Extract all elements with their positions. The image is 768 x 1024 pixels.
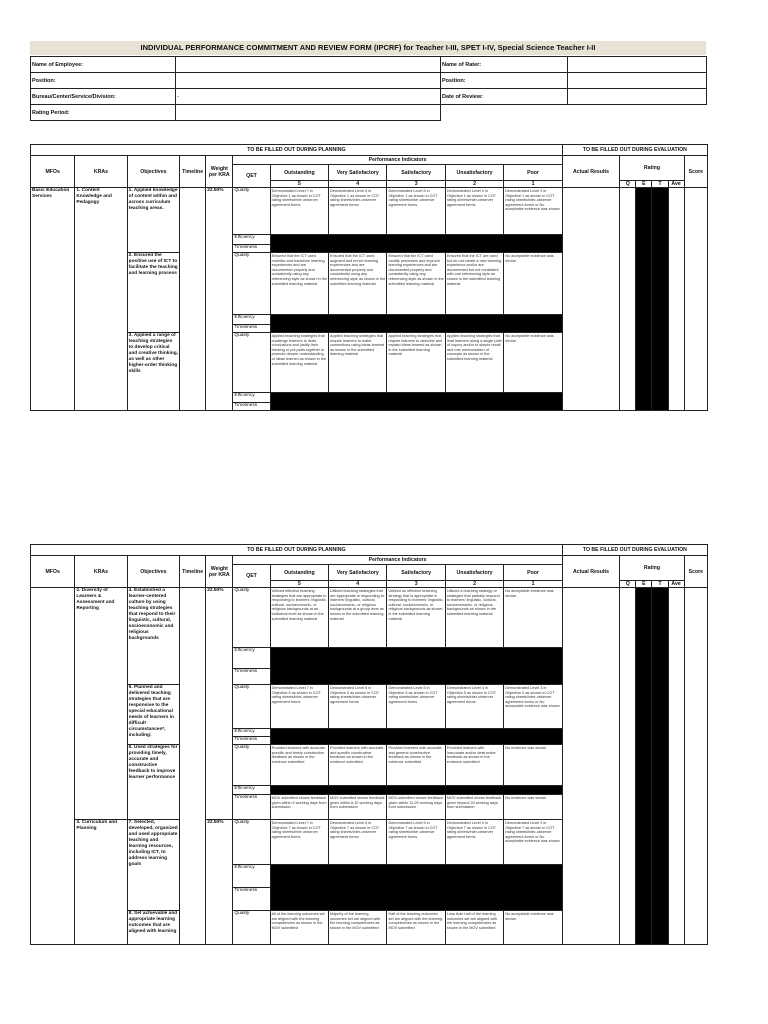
scale-3: 3 — [387, 581, 445, 588]
na-fill — [270, 729, 562, 745]
mfo-cell — [31, 588, 75, 945]
qet-efficiency: Efficiency — [233, 235, 270, 245]
scale-4: 4 — [329, 181, 387, 188]
timeliness-satisfactory: MOV submitted shows feedback given within 11-20 working days from submission — [387, 795, 445, 820]
na-fill — [270, 648, 562, 685]
qet-efficiency: Efficiency — [233, 786, 270, 795]
qet-quality: Quality — [233, 911, 270, 945]
objective-cell: 5. Planned and delivered teaching strategies that are responsive to the special educational needs of learners in difficult circumstances*, including: — [127, 685, 179, 745]
poor-header: Poor — [504, 165, 563, 181]
indicator-satisfactory: Applied teaching strategies that require learners to describe and explain ideas learned as shown in the submitted learning material — [387, 333, 445, 393]
scale-4: 4 — [329, 581, 387, 588]
qet-quality: Quality — [233, 685, 270, 729]
indicator-unsatisfactory: Demonstrated Level 4 in Objective 5 as shown in COT rating sheets/inter-observer agreement forms — [445, 685, 503, 729]
position-field[interactable] — [176, 73, 441, 89]
indicator-poor: Demonstrated Level 3 in Objective 7 as shown in COT rating sheets/inter-observer agreement forms or No acceptable evidence was shown — [504, 820, 563, 865]
outstanding-header: Outstanding — [270, 565, 328, 581]
kra-cell: 1. Content Knowledge and Pedagogy — [75, 188, 127, 411]
timeline-cell[interactable] — [180, 188, 206, 411]
indicator-satisfactory: Half of the learning outcomes set are aligned with the learning competencies as shown in the MOV submitted — [387, 911, 445, 945]
indicator-very-satisfactory: Ensured that the ICT used augment and enrich learning experiences and are documented properly and consistently using any referencing style as shown in the submitted learning material — [329, 253, 387, 315]
planning-header: TO BE FILLED OUT DURING PLANNING — [31, 145, 563, 156]
indicator-unsatisfactory: Less than half of the learning outcomes set are aligned with the learning competencies as shown in the MOV submitted — [445, 911, 503, 945]
indicator-outstanding: Utilized effective teaching strategies that are appropriate in responding to learners' linguistic, cultural, socioeconomic, or religious backgrounds at an individual level as shown in the submitted learning material — [270, 588, 328, 648]
unsatisfactory-header: Unsatisfactory — [445, 165, 503, 181]
indicator-poor: No acceptable evidence was shown — [504, 588, 563, 648]
name-employee-field[interactable] — [176, 57, 441, 73]
kras-header: KRAs — [75, 556, 127, 588]
date-review-field[interactable] — [568, 89, 707, 105]
na-fill — [270, 865, 562, 911]
kra-cell: 2. Diversity of Learners & Assessment and Reporting — [75, 588, 127, 820]
rating-q: Q — [620, 181, 636, 188]
rating-t-cell — [652, 588, 668, 945]
empty-cell — [441, 105, 568, 121]
actual-results-header: Actual Results — [562, 156, 619, 188]
objective-cell: 2. Ensured the positive use of ICT to facilitate the teaching and learning process — [127, 253, 179, 333]
ipcrf-table-page1 — [30, 144, 708, 411]
indicator-outstanding: Demonstrated Level 7 in Objective 1 as shown in COT rating sheets/inter-observer agreement forms — [270, 188, 328, 235]
indicator-outstanding: Provided learners with accurate, specific and timely constructive feedback as shown in the evidence submitted — [270, 745, 328, 786]
indicator-satisfactory: Ensured that the ICT used modify processes and improve learning experiences and are documented properly and consistently using any referencing style as shown in the submitted learning material — [387, 253, 445, 315]
mfos-header: MFOs — [31, 556, 75, 588]
mfos-header: MFOs — [31, 156, 75, 188]
rating-ave-cell[interactable] — [668, 588, 684, 945]
indicator-unsatisfactory: Ensured that the ICT are used but do not create a new learning experience and/or are documented but not consistent with one referencing style as shown in the submitted learning material — [445, 253, 503, 315]
indicator-very-satisfactory: Demonstrated Level 6 in Objective 1 as shown in COT rating sheets/inter-observer agreement forms — [329, 188, 387, 235]
rating-ave: Ave — [668, 181, 684, 188]
timeliness-unsatisfactory: MOV submitted shows feedback given beyond 20 working days from submission — [445, 795, 503, 820]
indicator-outstanding: Demonstrated Level 7 in Objective 5 as shown in COT rating sheets/inter-observer agreement forms — [270, 685, 328, 729]
indicator-outstanding: Applied teaching strategies that challenge learners to draw conclusions and justify their thinking or put parts together to promote deeper understanding of ideas learned as shown in the submitted learning material — [270, 333, 328, 393]
ipcrf-table-page2 — [30, 544, 708, 945]
objective-cell: 4. Established a learner-centered culture by using teaching strategies that respond to their linguistic, cultural, socioeconomic and religious backgrounds — [127, 588, 179, 685]
indicator-poor: No acceptable evidence was shown — [504, 911, 563, 945]
indicator-satisfactory: Demonstrated Level 5 in Objective 7 as shown in COT rating sheets/inter-observer agreement forms — [387, 820, 445, 865]
name-employee-label: Name of Employee: — [31, 57, 176, 73]
rating-t: T — [652, 181, 668, 188]
timeliness-very-satisfactory: MOV submitted shows feedback given within 6-10 working days from submission — [329, 795, 387, 820]
na-fill — [270, 786, 562, 795]
na-fill — [270, 393, 562, 411]
rating-header: Rating — [620, 156, 684, 181]
qet-efficiency: Efficiency — [233, 315, 270, 325]
very-satisfactory-header: Very Satisfactory — [329, 165, 387, 181]
qet-timeliness: Timeliness — [233, 669, 270, 685]
qet-timeliness: Timeliness — [233, 888, 270, 911]
indicator-satisfactory: Provided learners with accurate, and general constructive feedback as shown in the evidence submitted — [387, 745, 445, 786]
score-cell[interactable] — [684, 588, 707, 945]
qet-efficiency: Efficiency — [233, 648, 270, 669]
mfo-cell: Basic Education Services — [31, 188, 75, 411]
na-fill — [270, 235, 562, 253]
date-review-label: Date of Review: — [441, 89, 568, 105]
objective-cell: 8. Set achievable and appropriate learning outcomes that are aligned with learning — [127, 911, 179, 945]
weight-header: Weight per KRA — [206, 156, 233, 188]
rating-e-cell — [636, 188, 652, 411]
qet-header: QET — [233, 565, 270, 588]
timeliness-poor: No evidence was shown — [504, 795, 563, 820]
qet-quality: Quality — [233, 333, 270, 393]
indicator-very-satisfactory: Utilized teaching strategies that are appropriate in responding to learners' linguistic, cultural, socioeconomic, or religious backgrounds at a group level as shown in the submitted learning material — [329, 588, 387, 648]
indicator-satisfactory: Utilized an effective teaching strategy that is appropriate in responding to learners' linguistic, cultural, socioeconomic, or religious backgrounds as shown in the submitted learning material — [387, 588, 445, 648]
qet-timeliness: Timeliness — [233, 403, 270, 411]
rating-e: E — [636, 181, 652, 188]
na-fill — [270, 315, 562, 333]
scale-2: 2 — [445, 581, 503, 588]
unsatisfactory-header: Unsatisfactory — [445, 565, 503, 581]
name-rater-label: Name of Rater: — [441, 57, 568, 73]
indicator-outstanding: All of the learning outcomes set are aligned with the learning competencies as shown in the MOV submitted — [270, 911, 328, 945]
bureau-field[interactable]: - — [176, 89, 441, 105]
kra-cell: 3. Curriculum and Planning — [75, 820, 127, 945]
indicator-very-satisfactory: Provided learners with accurate, and specific constructive feedback as shown in the evidence submitted — [329, 745, 387, 786]
rating-t-cell — [652, 188, 668, 411]
scale-1: 1 — [504, 181, 563, 188]
qet-quality: Quality — [233, 820, 270, 865]
indicator-very-satisfactory: Demonstrated Level 6 in Objective 5 as shown in COT rating sheets/inter-observer agreement forms — [329, 685, 387, 729]
performance-indicators-header: Performance Indicators — [233, 156, 562, 165]
score-cell[interactable] — [684, 188, 707, 411]
position-rater-label: Position: — [441, 73, 568, 89]
indicator-unsatisfactory: Demonstrated Level 4 in Objective 1 as shown in COT rating sheets/inter-observer agreement forms — [445, 188, 503, 235]
indicator-satisfactory: Demonstrated Level 5 in Objective 1 as shown in COT rating sheets/inter-observer agreement forms — [387, 188, 445, 235]
scale-3: 3 — [387, 181, 445, 188]
planning-header: TO BE FILLED OUT DURING PLANNING — [31, 545, 563, 556]
rating-period-label: Rating Period: — [31, 105, 176, 121]
satisfactory-header: Satisfactory — [387, 165, 445, 181]
position-rater-field[interactable] — [568, 73, 707, 89]
indicator-unsatisfactory: Utilized a teaching strategy or strategies that partially respond to learners' linguistic, cultural, socioeconomic, or religious backgrounds as shown in the submitted learning material — [445, 588, 503, 648]
indicator-very-satisfactory: Majority of the learning outcomes set are aligned with the learning competencies as shown in the MOV submitted — [329, 911, 387, 945]
qet-timeliness: Timeliness — [233, 795, 270, 820]
indicator-unsatisfactory: Demonstrated Level 4 in Objective 7 as shown in COT rating sheets/inter-observer agreement forms — [445, 820, 503, 865]
rating-period-field[interactable] — [176, 105, 441, 121]
actual-results-header: Actual Results — [562, 556, 619, 588]
rating-ave: Ave — [668, 581, 684, 588]
scale-5: 5 — [270, 581, 328, 588]
timeline-header: Timeline — [180, 556, 206, 588]
objective-cell: 3. Applied a range of teaching strategies to develop critical and creative thinking, as well as other higher-order thinking skills — [127, 333, 179, 411]
weight-header: Weight per KRA — [206, 556, 233, 588]
scale-2: 2 — [445, 181, 503, 188]
qet-efficiency: Efficiency — [233, 865, 270, 888]
actual-results-cell[interactable] — [562, 588, 619, 945]
qet-quality: Quality — [233, 253, 270, 315]
evaluation-header: TO BE FILLED OUT DURING EVALUATION — [562, 545, 707, 556]
objective-cell: 1. Applied knowledge of content within and across curriculum teaching areas. — [127, 188, 179, 253]
actual-results-cell[interactable] — [562, 188, 619, 411]
rating-q: Q — [620, 581, 636, 588]
qet-quality: Quality — [233, 745, 270, 786]
indicator-unsatisfactory: Provided learners with inaccurate and/or destructive feedback as shown in the evidence submitted — [445, 745, 503, 786]
rating-e-cell — [636, 588, 652, 945]
rating-q-cell[interactable] — [620, 188, 636, 411]
poor-header: Poor — [504, 565, 563, 581]
indicator-very-satisfactory: Demonstrated Level 6 in Objective 7 as shown in COT rating sheets/inter-observer agreement forms — [329, 820, 387, 865]
weight-cell: 22.50% — [206, 188, 233, 411]
weight-cell: 22.50% — [206, 820, 233, 945]
timeline-header: Timeline — [180, 156, 206, 188]
rating-e: E — [636, 581, 652, 588]
empty-cell — [568, 105, 707, 121]
evaluation-header: TO BE FILLED OUT DURING EVALUATION — [562, 145, 707, 156]
objectives-header: Objectives — [127, 556, 179, 588]
very-satisfactory-header: Very Satisfactory — [329, 565, 387, 581]
qet-efficiency: Efficiency — [233, 729, 270, 737]
indicator-very-satisfactory: Applied teaching strategies that require learners to make connections using ideas learned as shown in the submitted learning material — [329, 333, 387, 393]
score-header: Score — [684, 156, 707, 188]
rating-ave-cell[interactable] — [668, 188, 684, 411]
score-header: Score — [684, 556, 707, 588]
rating-t: T — [652, 581, 668, 588]
rating-header: Rating — [620, 556, 684, 581]
qet-header: QET — [233, 165, 270, 188]
qet-timeliness: Timeliness — [233, 245, 270, 253]
objective-cell: 7. Selected, developed, organized and used appropriate teaching and learning resources, including ICT, to address learning goals — [127, 820, 179, 911]
form-title: INDIVIDUAL PERFORMANCE COMMITMENT AND REVIEW FORM (IPCRF) for Teacher I-III, SPET I-IV, Special Science Teacher I-II — [30, 41, 706, 55]
position-label: Position: — [31, 73, 176, 89]
indicator-poor: No evidence was shown — [504, 745, 563, 786]
scale-5: 5 — [270, 181, 328, 188]
timeliness-outstanding: MOV submitted shows feedback given within 5 working days from submission — [270, 795, 328, 820]
indicator-poor: Demonstrated Level 3 in Objective 1 as shown in COT rating sheets/inter-observer agreement forms or No acceptable evidence was shown — [504, 188, 563, 235]
indicator-unsatisfactory: Applied teaching strategies that lead learners along a single path of inquiry and/or to simple recall and rote memorization of concepts as shown in the submitted learning material — [445, 333, 503, 393]
indicator-poor: No acceptable evidence was shown — [504, 333, 563, 393]
qet-quality: Quality — [233, 188, 270, 235]
kras-header: KRAs — [75, 156, 127, 188]
employee-info-table — [30, 56, 707, 121]
weight-cell: 22.50% — [206, 588, 233, 820]
objectives-header: Objectives — [127, 156, 179, 188]
satisfactory-header: Satisfactory — [387, 565, 445, 581]
objective-cell: 6. Used strategies for providing timely, accurate and constructive feedback to improve learner performance — [127, 745, 179, 820]
indicator-satisfactory: Demonstrated Level 5 in Objective 5 as shown in COT rating sheets/inter-observer agreement forms — [387, 685, 445, 729]
performance-indicators-header: Performance Indicators — [233, 556, 562, 565]
indicator-outstanding: Ensured that the ICT used mobilise and transform learning experiences and are documented properly and consistently using any referencing style as shown in the submitted learning material — [270, 253, 328, 315]
bureau-label: Bureau/Center/Service/Division: — [31, 89, 176, 105]
timeline-cell[interactable] — [180, 588, 206, 945]
name-rater-field[interactable] — [568, 57, 707, 73]
indicator-outstanding: Demonstrated Level 7 in Objective 7 as shown in COT rating sheets/inter-observer agreement forms — [270, 820, 328, 865]
scale-1: 1 — [504, 581, 563, 588]
indicator-poor: Demonstrated Level 3 in Objective 5 as shown in COT rating sheets/inter-observer agreement forms or No acceptable evidence was shown — [504, 685, 563, 729]
qet-quality: Quality — [233, 588, 270, 648]
qet-timeliness: Timeliness — [233, 325, 270, 333]
qet-timeliness: Timeliness — [233, 737, 270, 745]
rating-q-cell[interactable] — [620, 588, 636, 945]
outstanding-header: Outstanding — [270, 165, 328, 181]
qet-efficiency: Efficiency — [233, 393, 270, 403]
indicator-poor: No acceptable evidence was shown — [504, 253, 563, 315]
